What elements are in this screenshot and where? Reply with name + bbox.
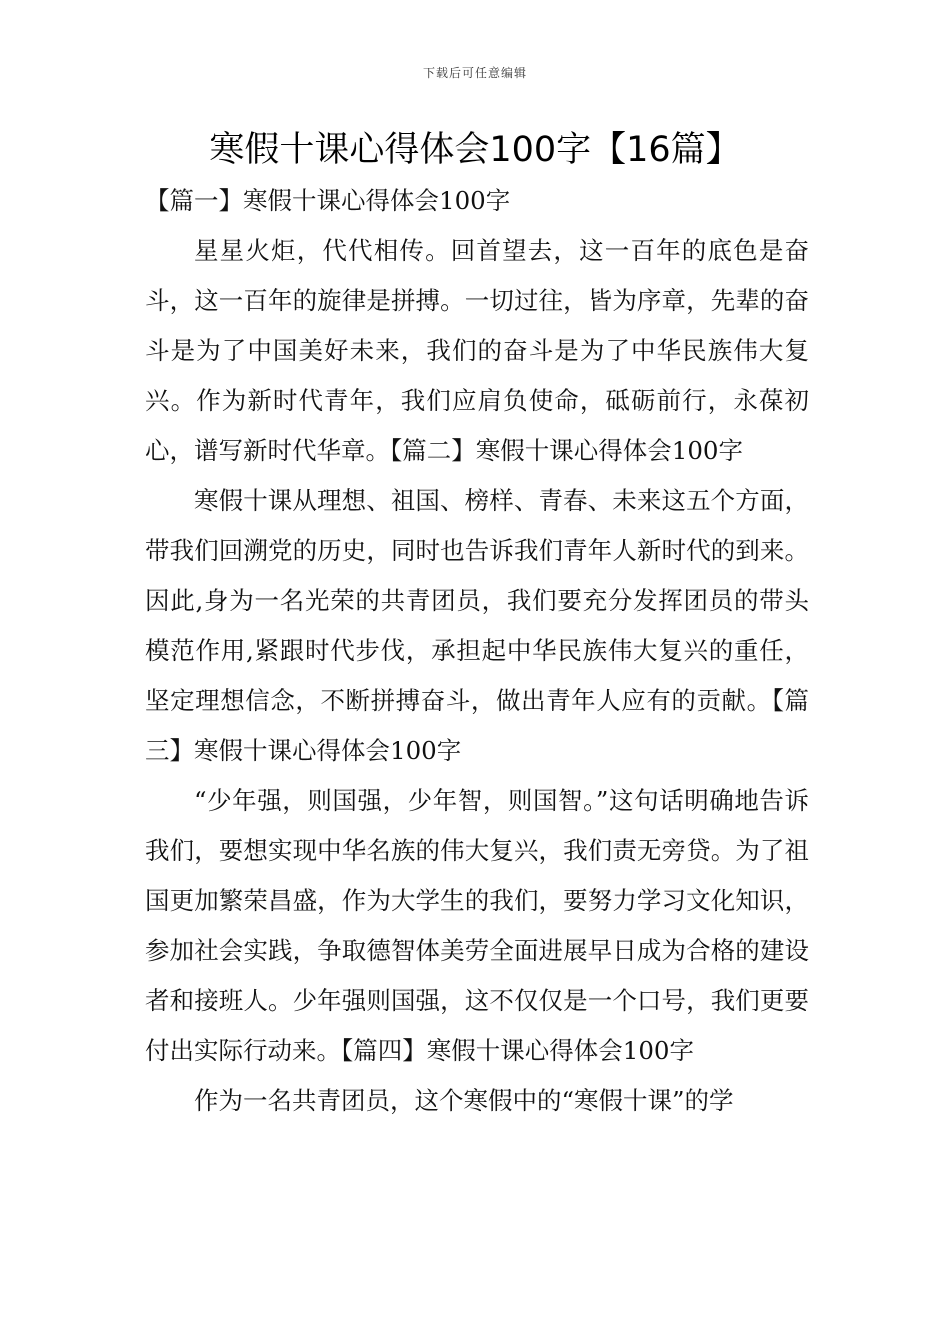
paragraph-3-text: “少年强，则国强，少年智，则国智。”这句话明确地告诉我们，要想实现中华名族的伟大复兴，我们责无旁贷。为了祖国更加繁荣昌盛，作为大学生的我们，要努力学习文化知识，参加社会实践，争取德智体美劳全面进展早日成为合格的建设者和接班人。少年强则国强，这不仅仅是一个口号，我们更要付出实际行动来。 (145, 786, 809, 1065)
paragraph-1-text: 星星火炬，代代相传。回首望去，这一百年的底色是奋斗，这一百年的旋律是拼搏。一切过往，皆为序章，先辈的奋斗是为了中国美好未来，我们的奋斗是为了中华民族伟大复兴。作为新时代青年，我们应肩负使命，砥砺前行，永葆初心，谱写新时代华章。 (145, 236, 809, 465)
section-heading-2: 【篇二】寒假十课心得体会100字 (390, 436, 744, 465)
header-note: 下载后可任意编辑 (422, 66, 527, 80)
paragraph-2 (145, 476, 809, 776)
paragraph-4-text: 作为一名共青团员，这个寒假中的“寒假十课”的学 (194, 1086, 734, 1115)
paragraph-4 (145, 1076, 809, 1126)
paragraph-2-text: 寒假十课从理想、祖国、榜样、青春、未来这五个方面，带我们回溯党的历史，同时也告诉我们青年人新时代的到来。因此,身为一名光荣的共青团员，我们要充分发挥团员的带头模范作用,紧跟时代步伐，承担起中华民族伟大复兴的重任，坚定理想信念，不断拼搏奋斗，做出青年人应有的贡献。 (145, 486, 809, 715)
paragraph-3 (145, 776, 809, 1076)
document-title: 寒假十课心得体会100字【16篇】 (209, 130, 741, 170)
section-heading-1: 【篇一】寒假十课心得体会100字 (145, 186, 511, 215)
document-body (145, 176, 809, 1126)
section-heading-3: 【篇三】寒假十课心得体会100字 (145, 686, 810, 765)
section-heading-4: 【篇四】寒假十课心得体会100字 (341, 1036, 695, 1065)
paragraph-1 (145, 226, 809, 476)
